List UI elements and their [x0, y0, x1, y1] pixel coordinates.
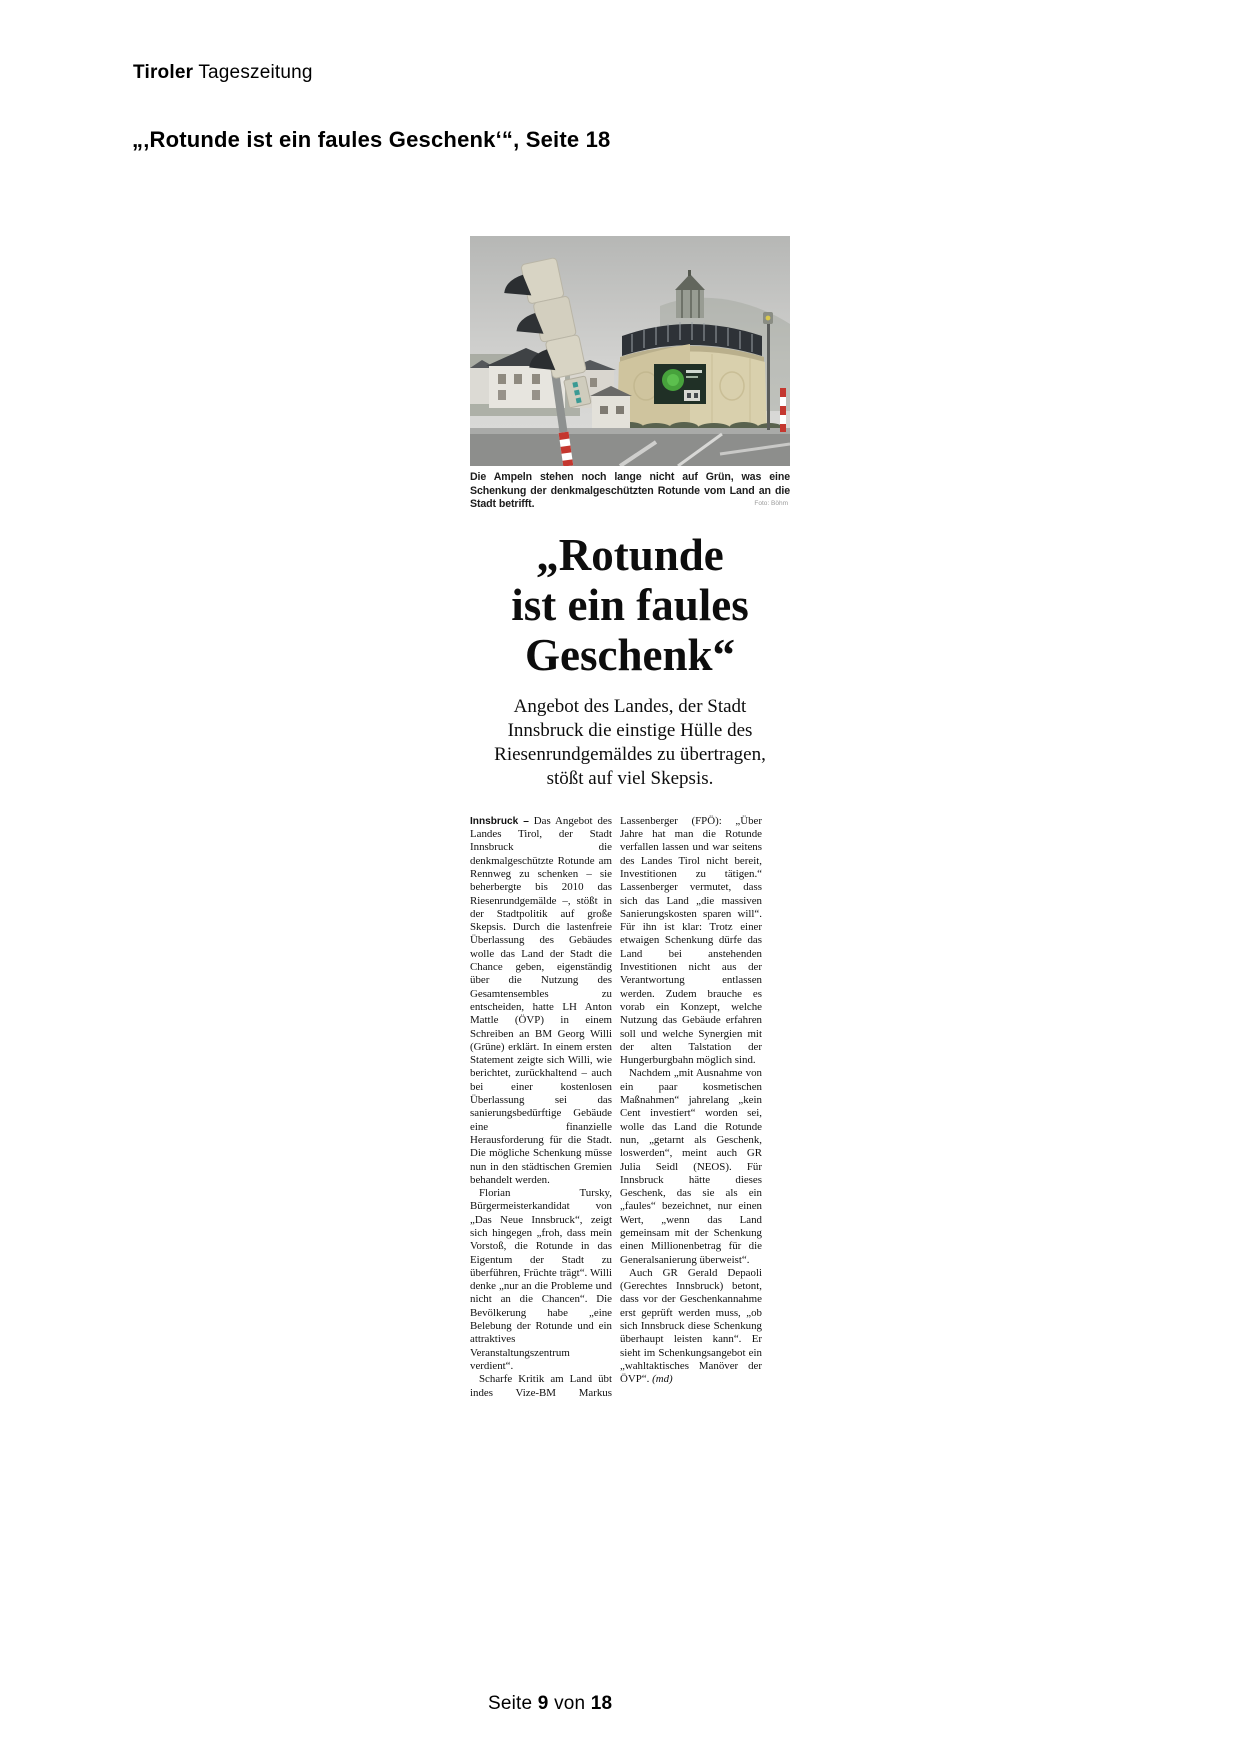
- photo-caption: [470, 471, 790, 512]
- masthead-brand-bold: Tiroler: [133, 62, 194, 83]
- page-footer: [488, 1693, 612, 1715]
- body-paragraph: Florian Tursky, Bürgermeisterkandidat von „Das Neue Innsbruck“, zeigt sich hingegen „froh, dass mein Vorstoß, die Rotunde in das Eigentum der Stadt zu überführen, Früchte trägt“. Willi denke „nur an die Probleme und nicht an die Chancen“. Die Bevölkerung habe „eine Belebung der Rotunde und ein attraktives Veranstaltungszentrum verdient“.: [470, 1187, 612, 1372]
- footer-total-pages: 18: [590, 1693, 613, 1714]
- footer-page-number: 9: [537, 1693, 549, 1714]
- body-paragraph: Nachdem „mit Ausnahme von ein paar kosmetischen Maßnahmen“ jahrelang „kein Cent investiert“ worden sei, wolle das Land die Rotunde nun, „getarnt als Geschenk, loswerden“, meint auch GR Julia Seidl (NEOS). Für Innsbruck hätte dieses Geschenk, das sie als ein „faules“ bezeichnet, nur einen Wert, „wenn das Land gemeinsam mit der Schenkung einen Millionenbetrag für die Generalsanierung überweist“.: [620, 1067, 762, 1266]
- body-paragraph-text: Das Angebot des Landes Tirol, der Stadt Innsbruck die denkmalgeschützte Rotunde am Rennweg zu schenken – sie beherbergte bis 2010 das Riesenrundgemälde –, stößt in der Stadtpolitik auf große Skepsis. Durch die lastenfreie Überlassung des Gebäudes wolle das Land der Stadt die Chance geben, eigenständig über die Nutzung des Gesamtensembles zu entscheiden, hatte LH Anton Mattle (ÖVP) in einem Schreiben an BM Georg Willi (Grüne) erklärt. In einem ersten Statement zeigte sich Willi, wie berichtet, zurückhaltend – auch bei einer kostenlosen Überlassung sei das sanierungsbedürftige Gebäude eine finanzielle Herausforderung für die Stadt. Die mögliche Schenkung müsse nun in den städtischen Gremien behandelt werden.: [470, 814, 612, 1186]
- article-clip: [470, 236, 790, 1400]
- footer-von-label: von: [554, 1693, 586, 1714]
- body-paragraph: Scharfe Kritik am Land übt indes Vize-BM Markus Lassenberger (FPÖ): „Über Jahre hat man die Rotunde verfallen lassen und war seitens des Landes Tirol nicht bereit, Investitionen zu tätigen.“ Lassenberger vermutet, dass sich das Land „die massiven Sanierungskosten sparen will“. Für ihn ist klar: Trotz einer etwaigen Schenkung dürfe das Land bei anstehenden Investitionen nicht aus der Verantwortung entlassen werden. Zudem brauche es vorab ein Konzept, welche Nutzung das Gebäude erfahren soll und welche Synergien mit der alten Talstation der Hungerburgbahn möglich sind.: [470, 814, 762, 1399]
- footer-seite-label: Seite: [488, 1693, 533, 1714]
- headline-line-3: Geschenk“: [524, 629, 735, 680]
- masthead-brand-regular: Tageszeitung: [198, 62, 313, 83]
- article-body: [470, 815, 762, 1400]
- headline-line-2: ist ein faules: [511, 579, 749, 630]
- body-paragraph: [620, 1267, 762, 1387]
- headline-line-1: „Rotunde: [536, 529, 724, 580]
- article-headline: [470, 530, 790, 680]
- author-initials: (md): [652, 1373, 673, 1386]
- clipping-title: „‚Rotunde ist ein faules Geschenk‘“, Seite 18: [132, 127, 611, 152]
- masthead: [133, 62, 313, 84]
- photo-road: [470, 428, 790, 466]
- body-paragraph-text: Auch GR Gerald Depaoli (Gerechtes Innsbruck) betont, dass vor der Geschenkannahme erst geprüft werden muss, „ob sich Innsbruck diese Schenkung überhaupt leisten kann“. Er sieht im Schenkungsangebot ein „wahltaktisches Manöver der ÖVP“.: [620, 1266, 762, 1386]
- photo-caption-text: Die Ampeln stehen noch lange nicht auf Grün, was eine Schenkung der denkmalgeschützten Rotunde vom Land an die Stadt betrifft.: [470, 471, 790, 511]
- article-subheadline: Angebot des Landes, der Stadt Innsbruck die einstige Hülle des Riesenrundgemäldes zu übertragen, stößt auf viel Skepsis.: [494, 695, 766, 789]
- photo-credit: Foto: Böhm: [750, 497, 788, 511]
- body-paragraph: [470, 815, 612, 1187]
- dateline: Innsbruck –: [470, 815, 529, 827]
- article-photo: [470, 236, 790, 466]
